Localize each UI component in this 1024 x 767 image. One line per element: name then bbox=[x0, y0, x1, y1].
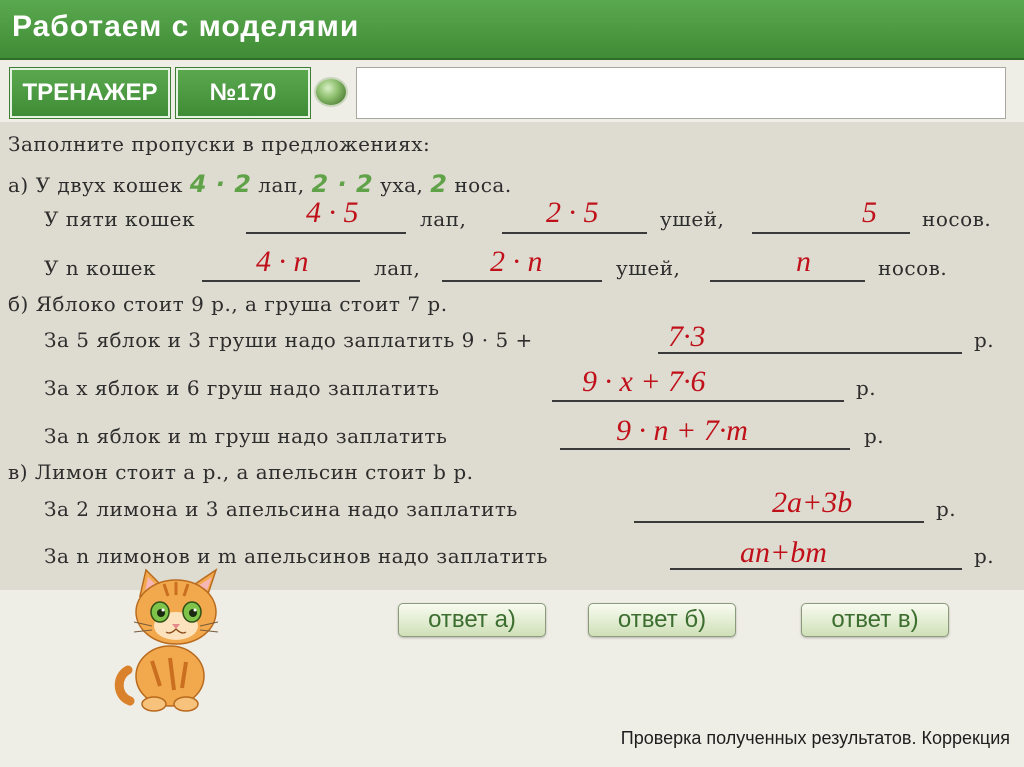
part-a-given-nose: 2 bbox=[430, 170, 448, 198]
header-bar bbox=[0, 0, 1024, 60]
answer-a-n-ears: 2 · n bbox=[490, 245, 543, 278]
part-b-line1-currency: р. bbox=[974, 328, 995, 352]
task-intro: Заполните пропуски в предложениях: bbox=[8, 132, 431, 156]
blank-a-n-paws bbox=[202, 280, 360, 282]
part-a-line2-prefix: У пяти кошек bbox=[44, 207, 195, 231]
answer-c1: 2a+3b bbox=[772, 486, 853, 519]
part-b-line3: За n яблок и m груш надо заплатить bbox=[44, 424, 448, 448]
textbook-excerpt bbox=[0, 122, 1024, 590]
part-c-intro: в) Лимон стоит a р., а апельсин стоит b р. bbox=[8, 460, 474, 484]
part-a-given-paws: 4 · 2 bbox=[189, 170, 252, 198]
part-a-line1-prefix: а) У двух кошек bbox=[8, 173, 183, 197]
answer-input-box[interactable] bbox=[356, 67, 1006, 119]
part-a-line2-paws: лап, bbox=[420, 207, 467, 231]
blank-c1 bbox=[634, 521, 924, 523]
part-a-given-ears: 2 · 2 bbox=[311, 170, 374, 198]
answer-a-n-paws: 4 · n bbox=[256, 245, 309, 278]
blank-a-five-paws bbox=[246, 232, 406, 234]
page-title: Работаем с моделями bbox=[12, 10, 360, 43]
part-c-line1: За 2 лимона и 3 апельсина надо заплатить bbox=[44, 497, 518, 521]
part-a-nose-word: носа. bbox=[454, 173, 512, 197]
part-a-line3-paws: лап, bbox=[374, 256, 421, 280]
part-a-line3-ears: ушей, bbox=[616, 256, 681, 280]
task-number-badge: №170 bbox=[176, 68, 310, 118]
part-a-line1 bbox=[8, 170, 512, 198]
part-a-line3-nose: носов. bbox=[878, 256, 948, 280]
blank-a-n-nose bbox=[710, 280, 865, 282]
part-a-line2-nose: носов. bbox=[922, 207, 992, 231]
part-b-intro: б) Яблоко стоит 9 р., а груша стоит 7 р. bbox=[8, 292, 448, 316]
answer-b1: 7·3 bbox=[668, 320, 706, 353]
answer-b3: 9 · n + 7·m bbox=[616, 414, 748, 447]
footer-caption: Проверка полученных результатов. Коррекция bbox=[620, 728, 1010, 748]
blank-a-five-nose bbox=[752, 232, 910, 234]
part-b-line1: За 5 яблок и 3 груши надо заплатить 9 · 5 + bbox=[44, 328, 533, 352]
answer-a-five-paws: 4 · 5 bbox=[306, 196, 359, 229]
part-c-line1-currency: р. bbox=[936, 497, 957, 521]
answer-a-five-ears: 2 · 5 bbox=[546, 196, 599, 229]
trainer-badge: ТРЕНАЖЕР bbox=[10, 68, 170, 118]
kitten-illustration-icon bbox=[112, 566, 232, 716]
part-c-line2-currency: р. bbox=[974, 544, 995, 568]
blank-b3 bbox=[560, 448, 850, 450]
answer-a-button[interactable]: ответ а) bbox=[398, 603, 546, 637]
part-a-line2-ears: ушей, bbox=[660, 207, 725, 231]
part-b-line2: За x яблок и 6 груш надо заплатить bbox=[44, 376, 440, 400]
part-a-ears-word: уха, bbox=[380, 173, 424, 197]
part-a-line3-prefix: У n кошек bbox=[44, 256, 157, 280]
blank-a-n-ears bbox=[442, 280, 602, 282]
answer-a-five-nose: 5 bbox=[862, 196, 877, 229]
answer-c2: an+bm bbox=[740, 536, 827, 569]
status-orb-icon[interactable] bbox=[316, 79, 346, 105]
blank-a-five-ears bbox=[502, 232, 647, 234]
answer-a-n-nose: n bbox=[796, 245, 811, 278]
part-b-line3-currency: р. bbox=[864, 424, 885, 448]
part-c-line2: За n лимонов и m апельсинов надо заплатить bbox=[44, 544, 548, 568]
part-a-paws-word: лап, bbox=[258, 173, 305, 197]
answer-b2: 9 · x + 7·6 bbox=[582, 365, 706, 398]
answer-b-button[interactable]: ответ б) bbox=[588, 603, 736, 637]
part-b-line2-currency: р. bbox=[856, 376, 877, 400]
answer-c-button[interactable]: ответ в) bbox=[801, 603, 949, 637]
blank-b2 bbox=[552, 400, 844, 402]
